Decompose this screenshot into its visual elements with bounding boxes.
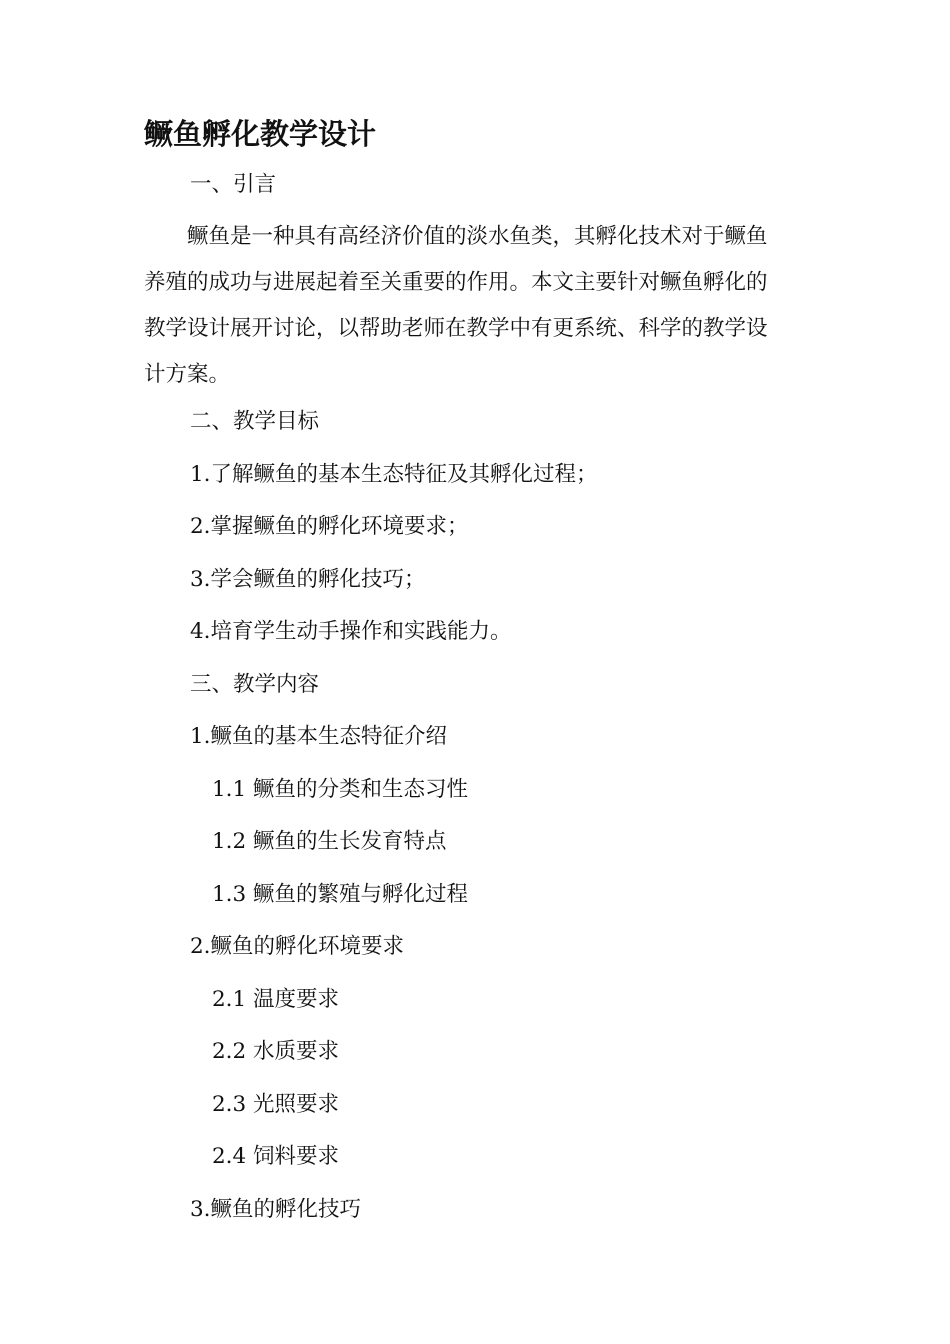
- objective-item: 1.了解鳜鱼的基本生态特征及其孵化过程；: [190, 462, 598, 487]
- content-item: 1.鳜鱼的基本生态特征介绍: [190, 724, 448, 749]
- content-item: 2.鳜鱼的孵化环境要求: [190, 934, 405, 959]
- introduction-paragraph: [144, 222, 796, 406]
- paragraph-line: 鳜鱼是一种具有高经济价值的淡水鱼类，其孵化技术对于鳜鱼: [144, 224, 768, 249]
- objective-item: 4.培育学生动手操作和实践能力。: [190, 619, 512, 644]
- content-item: 3.鳜鱼的孵化技巧: [190, 1197, 362, 1222]
- section-heading-content: 三、教学内容: [190, 672, 320, 697]
- content-subitem: 2.1 温度要求: [212, 987, 340, 1012]
- section-heading-introduction: 一、引言: [190, 172, 277, 197]
- content-subitem: 2.4 饲料要求: [212, 1144, 340, 1169]
- content-subitem: 1.2 鳜鱼的生长发育特点: [212, 829, 447, 854]
- section-heading-objectives: 二、教学目标: [190, 409, 320, 434]
- content-subitem: 1.1 鳜鱼的分类和生态习性: [212, 777, 469, 802]
- paragraph-line: 教学设计展开讨论，以帮助老师在教学中有更系统、科学的教学设: [144, 316, 768, 341]
- objective-item: 3.学会鳜鱼的孵化技巧；: [190, 567, 426, 592]
- content-subitem: 1.3 鳜鱼的繁殖与孵化过程: [212, 882, 469, 907]
- objective-item: 2.掌握鳜鱼的孵化环境要求；: [190, 514, 469, 539]
- content-subitem: 2.3 光照要求: [212, 1092, 340, 1117]
- content-subitem: 2.2 水质要求: [212, 1039, 340, 1064]
- paragraph-line: 养殖的成功与进展起着至关重要的作用。本文主要针对鳜鱼孵化的: [144, 270, 768, 295]
- paragraph-line: 计方案。: [144, 362, 231, 387]
- document-title: 鳜鱼孵化教学设计: [144, 117, 377, 151]
